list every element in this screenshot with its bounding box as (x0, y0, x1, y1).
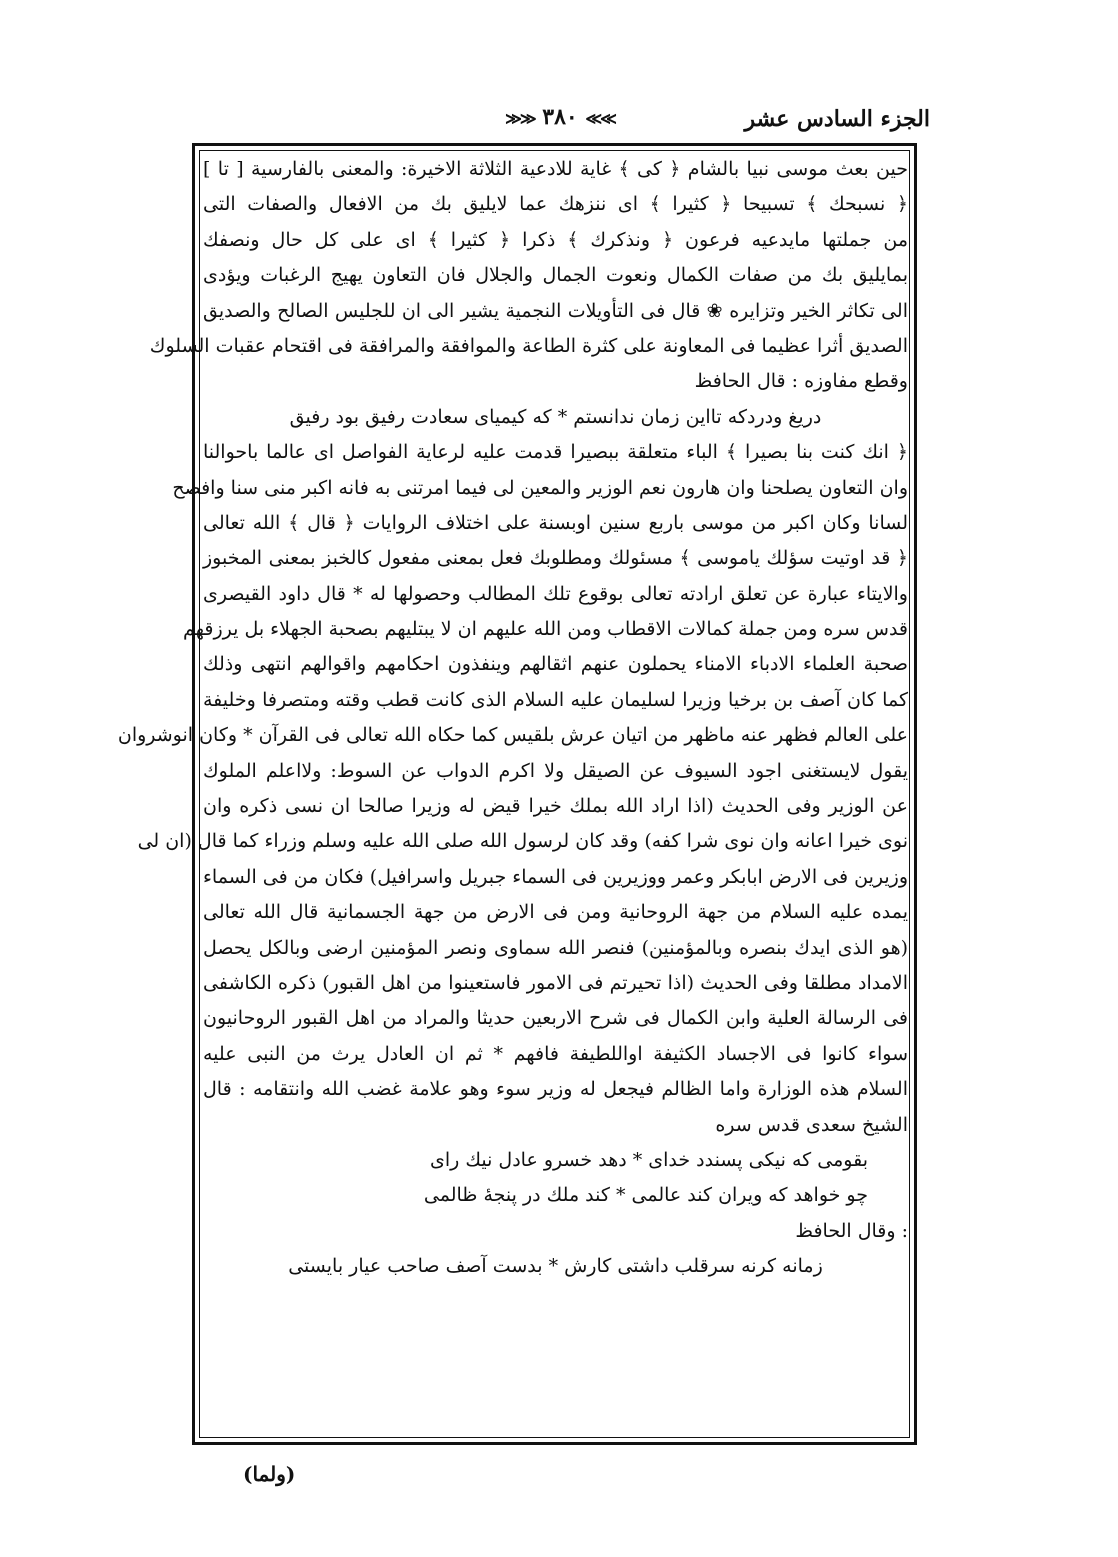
body-text (117, 152, 908, 1285)
text-line: كما كان آصف بن برخيا وزيرا لسليمان عليه السلام الذى كانت قطب وقته ومتصرفا وخليفة (203, 688, 908, 711)
text-line: وان التعاون يصلحنا وان هارون نعم الوزير والمعين لى فيما امرتنى به فانه اكبر منى سنا وافصح (172, 476, 908, 499)
text-line: يمده عليه السلام من جهة الروحانية ومن فى الارض من جهة الجسمانية قال الله تعالى (203, 901, 908, 924)
verse-line: بقومى كه نيكى پسندد خداى * دهد خسرو عادل نيك راى (429, 1148, 868, 1171)
text-line: (هو الذى ايدك بنصره وبالمؤمنين) فنصر الله سماوى ونصر المؤمنين ارضى وبالكل يحصل (203, 936, 908, 959)
text-line: على العالم فظهر عنه ماظهر من اتيان عرش بلقيس كما حكاه الله تعالى فى القرآن * وكان انوشروان (117, 724, 908, 747)
text-line: سواء كانوا فى الاجساد الكثيفة اواللطيفة فافهم * ثم ان العادل يرث من النبى عليه (203, 1042, 908, 1065)
text-line: الصديق أثرا عظيما فى المعاونة على كثرة الطاعة والموافقة والمرافقة فى اقتحام عقبات السلوك (149, 334, 908, 357)
ornament-right-icon: ≫≫ (585, 108, 615, 128)
text-line: السلام هذه الوزارة واما الظالم فيجعل له وزير سوء وهو علامة غضب الله وانتقامه : قال (203, 1078, 908, 1101)
text-line: عن الوزير وفى الحديث (اذا اراد الله بملك خيرا قيض له وزيرا صالحا ان نسى ذكره وان (203, 795, 908, 818)
text-line: وقطع مفاوزه : قال الحافظ (694, 370, 908, 393)
text-line: حين بعث موسى نبيا بالشام ﴿ كى ﴾ غاية للادعية الثلاثة الاخيرة: والمعنى بالفارسية [ تا ] (203, 158, 908, 180)
text-line: من جملتها مايدعيه فرعون ﴿ ونذكرك ﴾ ذكرا ﴿ كثيرا ﴾ اى على كل حال ونصفك (203, 228, 908, 251)
text-line: الامداد مطلقا وفى الحديث (اذا تحيرتم فى الامور فاستعينوا من اهل القبور) ذكره الكاشفى (203, 971, 908, 994)
verse-line: دريغ ودردكه تااين زمان ندانستم * كه كيمياى سعادت رفيق بود رفيق (289, 405, 822, 428)
text-line: والايتاء عبارة عن تعلق ارادته تعالى بوقوع تلك المطالب وحصولها له * قال داود القيصرى (203, 582, 908, 605)
page-header (190, 100, 930, 140)
text-line: الى تكاثر الخير وتزايره ❀ قال فى التأويلات النجمية يشير الى ان للجليس الصالح والصديق (203, 299, 908, 322)
text-line: ﴿ انك كنت بنا بصيرا ﴾ الباء متعلقة ببصيرا قدمت عليه لرعاية الفواصل اى عالما باحوالنا (203, 441, 908, 464)
text-line: نوى خيرا اعانه وان نوى شرا كفه) وقد كان لرسول الله صلى الله عليه وسلم وزراء كما قال (ان لى (137, 830, 908, 853)
text-line: قدس سره ومن جملة كمالات الاقطاب ومن الله عليهم ان لا يبتليهم بصحبة الجهلاء بل يرزقهم (182, 618, 908, 641)
text-line: بمايليق بك من صفات الكمال ونعوت الجمال والجلال فان التعاون يهيج الرغبات ويؤدى (203, 264, 908, 287)
text-line: يقول لايستغنى اجود السيوف عن الصيقل ولا اكرم الدواب عن السوط: ولااعلم الملوك (203, 759, 908, 782)
text-line: فى الرسالة العلية وابن الكمال فى شرح الاربعين حديثا والمراد من اهل القبور الروحانيون (203, 1007, 908, 1030)
verse-line: زمانه كرنه سرقلب داشتى كارش * بدست آصف صاحب عيار بايستى (288, 1255, 823, 1278)
text-line: : وقال الحافظ (795, 1219, 908, 1242)
ornament-left-icon: ≪≪ (505, 108, 535, 128)
verse-line: چو خواهد كه ويران كند عالمى * كند ملك در پنجهٔ ظالمى (423, 1184, 868, 1207)
page-number: ٣٨٠ (542, 104, 578, 130)
running-title: الجزء السادس عشر (744, 106, 930, 132)
text-line: صحبة العلماء الادباء الامناء يحملون عنهم اثقالهم وينفذون احكامهم واقوالهم انتهى وذلك (203, 653, 908, 676)
text-line: ﴿ نسبحك ﴾ تسبيحا ﴿ كثيرا ﴾ اى ننزهك عما لايليق بك من الافعال والصفات التى (203, 193, 908, 216)
text-line: لسانا وكان اكبر من موسى باربع سنين اوبسنة على اختلاف الروايات ﴿ قال ﴾ الله تعالى (203, 511, 908, 534)
text-line: الشيخ سعدى قدس سره (715, 1113, 908, 1136)
page-number-block (505, 104, 615, 130)
catchword: (ولما) (243, 1462, 296, 1486)
text-line: ﴿ قد اوتيت سؤلك ياموسى ﴾ مسئولك ومطلوبك فعل بمعنى مفعول كالخبز بمعنى المخبوز (203, 547, 908, 570)
text-line: وزيرين فى الارض ابابكر وعمر ووزيرين فى السماء جبريل واسرافيل) فكان من فى السماء (203, 865, 908, 888)
